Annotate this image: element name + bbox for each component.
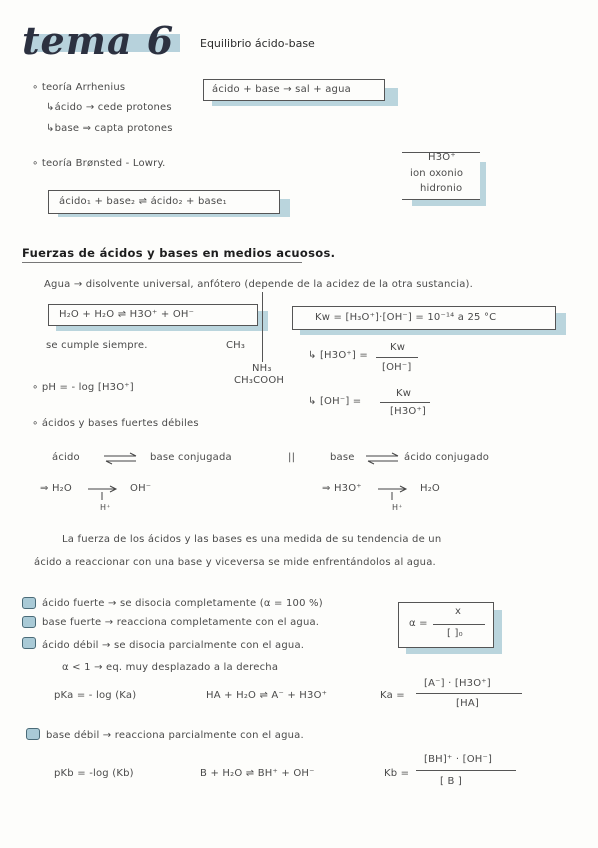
alpha-den: [ ]₀ xyxy=(447,628,463,639)
hydronium-formula: H3O⁺ xyxy=(428,152,456,163)
checkbox-icon xyxy=(26,728,40,740)
example2-proton: H⁺ xyxy=(392,503,403,512)
page-subtitle: Equilibrio ácido-base xyxy=(200,37,315,50)
hydronium-name-2: hidronio xyxy=(420,183,463,194)
section-title: Fuerzas de ácidos y bases en medios acuosos. xyxy=(22,246,336,260)
h3o-den: [OH⁻] xyxy=(382,362,412,373)
kb-fraction-line xyxy=(416,770,516,771)
h3o-fraction-line xyxy=(376,357,418,358)
section-underline xyxy=(22,262,302,263)
kw-box xyxy=(292,306,556,330)
strong-weak-label: ∘ ácidos y bases fuertes débiles xyxy=(32,418,199,429)
example1-right: OH⁻ xyxy=(130,483,152,494)
conj-acid-word: ácido conjugado xyxy=(404,452,490,463)
oh-fraction-line xyxy=(380,402,430,403)
arrhenius-label: ∘ teoría Arrhenius xyxy=(32,82,126,93)
separator: || xyxy=(288,452,296,463)
hydronium-box xyxy=(402,152,480,200)
example2-arrow xyxy=(378,484,408,504)
ch3-text: CH₃ xyxy=(226,340,246,351)
b-equation: B + H₂O ⇌ BH⁺ + OH⁻ xyxy=(200,768,315,779)
ka-left: Ka = xyxy=(380,690,405,701)
always-text: se cumple siempre. xyxy=(46,340,148,351)
arrhenius-base: ↳base ⇒ capta protones xyxy=(46,123,173,134)
alpha-left: α = xyxy=(409,618,428,629)
checkbox-icon xyxy=(22,597,36,609)
conj-base-word: base conjugada xyxy=(150,452,232,463)
h3o-left: ↳ [H3O⁺] = xyxy=(308,350,368,361)
h3o-num: Kw xyxy=(390,342,406,353)
base-word: base xyxy=(330,452,355,463)
kb-num: [BH]⁺ · [OH⁻] xyxy=(424,754,493,765)
weak-acid-note: α < 1 → eq. muy desplazado a la derecha xyxy=(62,662,279,673)
checkbox-icon xyxy=(22,637,36,649)
strong-acid-text: ácido fuerte → se disocia completamente (α = 100 %) xyxy=(42,598,323,609)
nh3-text: NH₃ xyxy=(252,363,272,374)
bronsted-equation: ácido₁ + base₂ ⇌ ácido₂ + base₁ xyxy=(59,196,227,207)
pka-definition: pKa = - log (Ka) xyxy=(54,690,137,701)
paragraph-line-2: ácido a reaccionar con una base y viceversa se mide enfrentándolos al agua. xyxy=(34,557,436,568)
ka-den: [HA] xyxy=(456,698,479,709)
checkbox-icon xyxy=(22,616,36,628)
equilibrium-arrow-2 xyxy=(366,453,400,465)
weak-acid-text: ácido débil → se disocia parcialmente con el agua. xyxy=(42,640,305,651)
arrhenius-acid: ↳ácido → cede protones xyxy=(46,102,172,113)
kb-left: Kb = xyxy=(384,768,410,779)
alpha-num: x xyxy=(455,606,462,617)
acid-word: ácido xyxy=(52,452,80,463)
example1-left: ⇒ H₂O xyxy=(40,483,72,494)
pkb-definition: pKb = -log (Kb) xyxy=(54,768,134,779)
oh-left: ↳ [OH⁻] = xyxy=(308,396,362,407)
strong-base-text: base fuerte → reacciona completamente con el agua. xyxy=(42,617,320,628)
example2-left: ⇒ H3O⁺ xyxy=(322,483,362,494)
alpha-box xyxy=(398,602,494,648)
paragraph-line-1: La fuerza de los ácidos y las bases es una medida de su tendencia de un xyxy=(62,534,442,545)
alpha-fraction-line xyxy=(433,624,485,625)
example1-arrow xyxy=(88,484,118,504)
ka-fraction-line xyxy=(416,693,522,694)
bronsted-equation-box xyxy=(48,190,280,214)
bronsted-label: ∘ teoría Brønsted - Lowry. xyxy=(32,158,166,169)
arrhenius-equation-box xyxy=(203,79,385,101)
weak-base-text: base débil → reacciona parcialmente con el agua. xyxy=(46,730,304,741)
water-line: Agua → disolvente universal, anfótero (depende de la acidez de la otra sustancia). xyxy=(44,279,474,290)
page-title: tema 6 xyxy=(22,18,175,63)
vertical-arrow xyxy=(262,292,263,362)
example1-proton: H⁺ xyxy=(100,503,111,512)
kb-den: [ B ] xyxy=(440,776,463,787)
arrhenius-equation: ácido + base → sal + agua xyxy=(212,84,351,95)
equilibrium-arrow-1 xyxy=(104,453,138,465)
kw-equation: Kw = [H₃O⁺]·[OH⁻] = 10⁻¹⁴ a 25 °C xyxy=(315,312,497,323)
ka-num: [A⁻] · [H3O⁺] xyxy=(424,678,491,689)
oh-num: Kw xyxy=(396,388,412,399)
autoionization-equation: H₂O + H₂O ⇌ H3O⁺ + OH⁻ xyxy=(59,309,195,320)
ha-equation: HA + H₂O ⇌ A⁻ + H3O⁺ xyxy=(206,690,328,701)
hydronium-name-1: ion oxonio xyxy=(410,168,464,179)
oh-den: [H3O⁺] xyxy=(390,406,427,417)
autoionization-box xyxy=(48,304,258,326)
ch3cooh-text: CH₃COOH xyxy=(234,375,285,386)
ph-definition: ∘ pH = - log [H3O⁺] xyxy=(32,382,134,393)
example2-right: H₂O xyxy=(420,483,440,494)
